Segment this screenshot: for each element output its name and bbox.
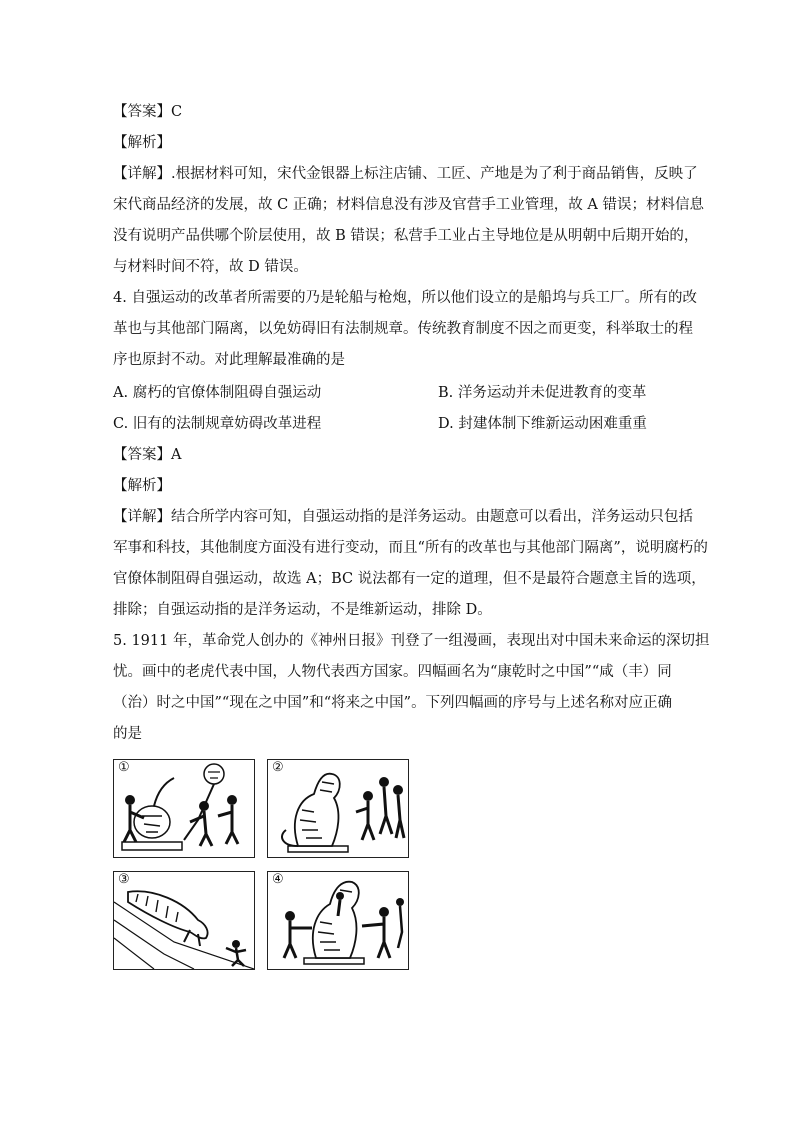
panel-number: ③ [118,872,130,887]
detail-line: 没有说明产品供哪个阶层使用，故 B 错误；私营手工业占主导地位是从明朝中后期开始的， [113,228,699,244]
tiger-cartoon-illustration [268,760,408,857]
cartoon-panel-2 [267,759,409,858]
cartoon-panel-1 [113,759,255,858]
detail-line: 【详解】结合所学内容可知，自强运动指的是洋务运动。由题意可以看出，洋务运动只包括 [113,509,693,525]
panel-number: ④ [272,872,284,887]
option-a: A. 腐朽的官僚体制阻碍自强运动 [113,385,322,401]
question-stem: 4. 自强运动的改革者所需要的乃是轮船与枪炮，所以他们设立的是船坞与兵工厂。所有的改 [113,290,697,306]
answer-label: 【答案】C [113,104,183,120]
detail-line: 宋代商品经济的发展，故 C 正确；材料信息没有涉及官营手工业管理，故 A 错误；材料信息 [113,197,704,213]
analysis-label: 【解析】 [113,478,171,494]
question-stem: 的是 [113,726,142,742]
analysis-label: 【解析】 [113,135,171,151]
panel-number: ① [118,760,130,775]
answer-label: 【答案】A [113,447,182,463]
panel-number: ② [272,760,284,775]
tiger-cartoon-illustration [114,760,254,857]
tiger-cartoon-illustration [114,872,254,969]
question-stem: 5. 1911 年，革命党人创办的《神州日报》刊登了一组漫画，表现出对中国未来命运的深切担 [113,633,710,649]
question-stem: 序也原封不动。对此理解最准确的是 [113,352,345,368]
detail-line: 排除；自强运动指的是洋务运动，不是维新运动，排除 D。 [113,602,492,618]
cartoon-panel-3 [113,871,255,970]
detail-line: 【详解】.根据材料可知，宋代金银器上标注店铺、工匠、产地是为了利于商品销售，反映了 [113,166,698,182]
option-b: B. 洋务运动并未促进教育的变革 [438,385,647,401]
question-stem: （治）时之中国”“现在之中国”和“将来之中国”。下列四幅画的序号与上述名称对应正确 [113,695,673,711]
option-c: C. 旧有的法制规章妨碍改革进程 [113,416,322,432]
detail-line: 军事和科技，其他制度方面没有进行变动，而且“所有的改革也与其他部门隔离”，说明腐朽的 [113,540,708,556]
cartoon-panel-4 [267,871,409,970]
detail-line: 与材料时间不符，故 D 错误。 [113,259,308,275]
tiger-cartoon-illustration [268,872,408,969]
option-d: D. 封建体制下维新运动困难重重 [438,416,647,432]
question-stem: 革也与其他部门隔离，以免妨碍旧有法制规章。传统教育制度不因之而更变，科举取士的程 [113,321,693,337]
detail-line: 官僚体制阻碍自强运动，故选 A；BC 说法都有一定的道理，但不是最符合题意主旨的选项， [113,571,706,587]
question-stem: 忧。画中的老虎代表中国，人物代表西方国家。四幅画名为“康乾时之中国”“咸（丰）同 [113,664,672,680]
